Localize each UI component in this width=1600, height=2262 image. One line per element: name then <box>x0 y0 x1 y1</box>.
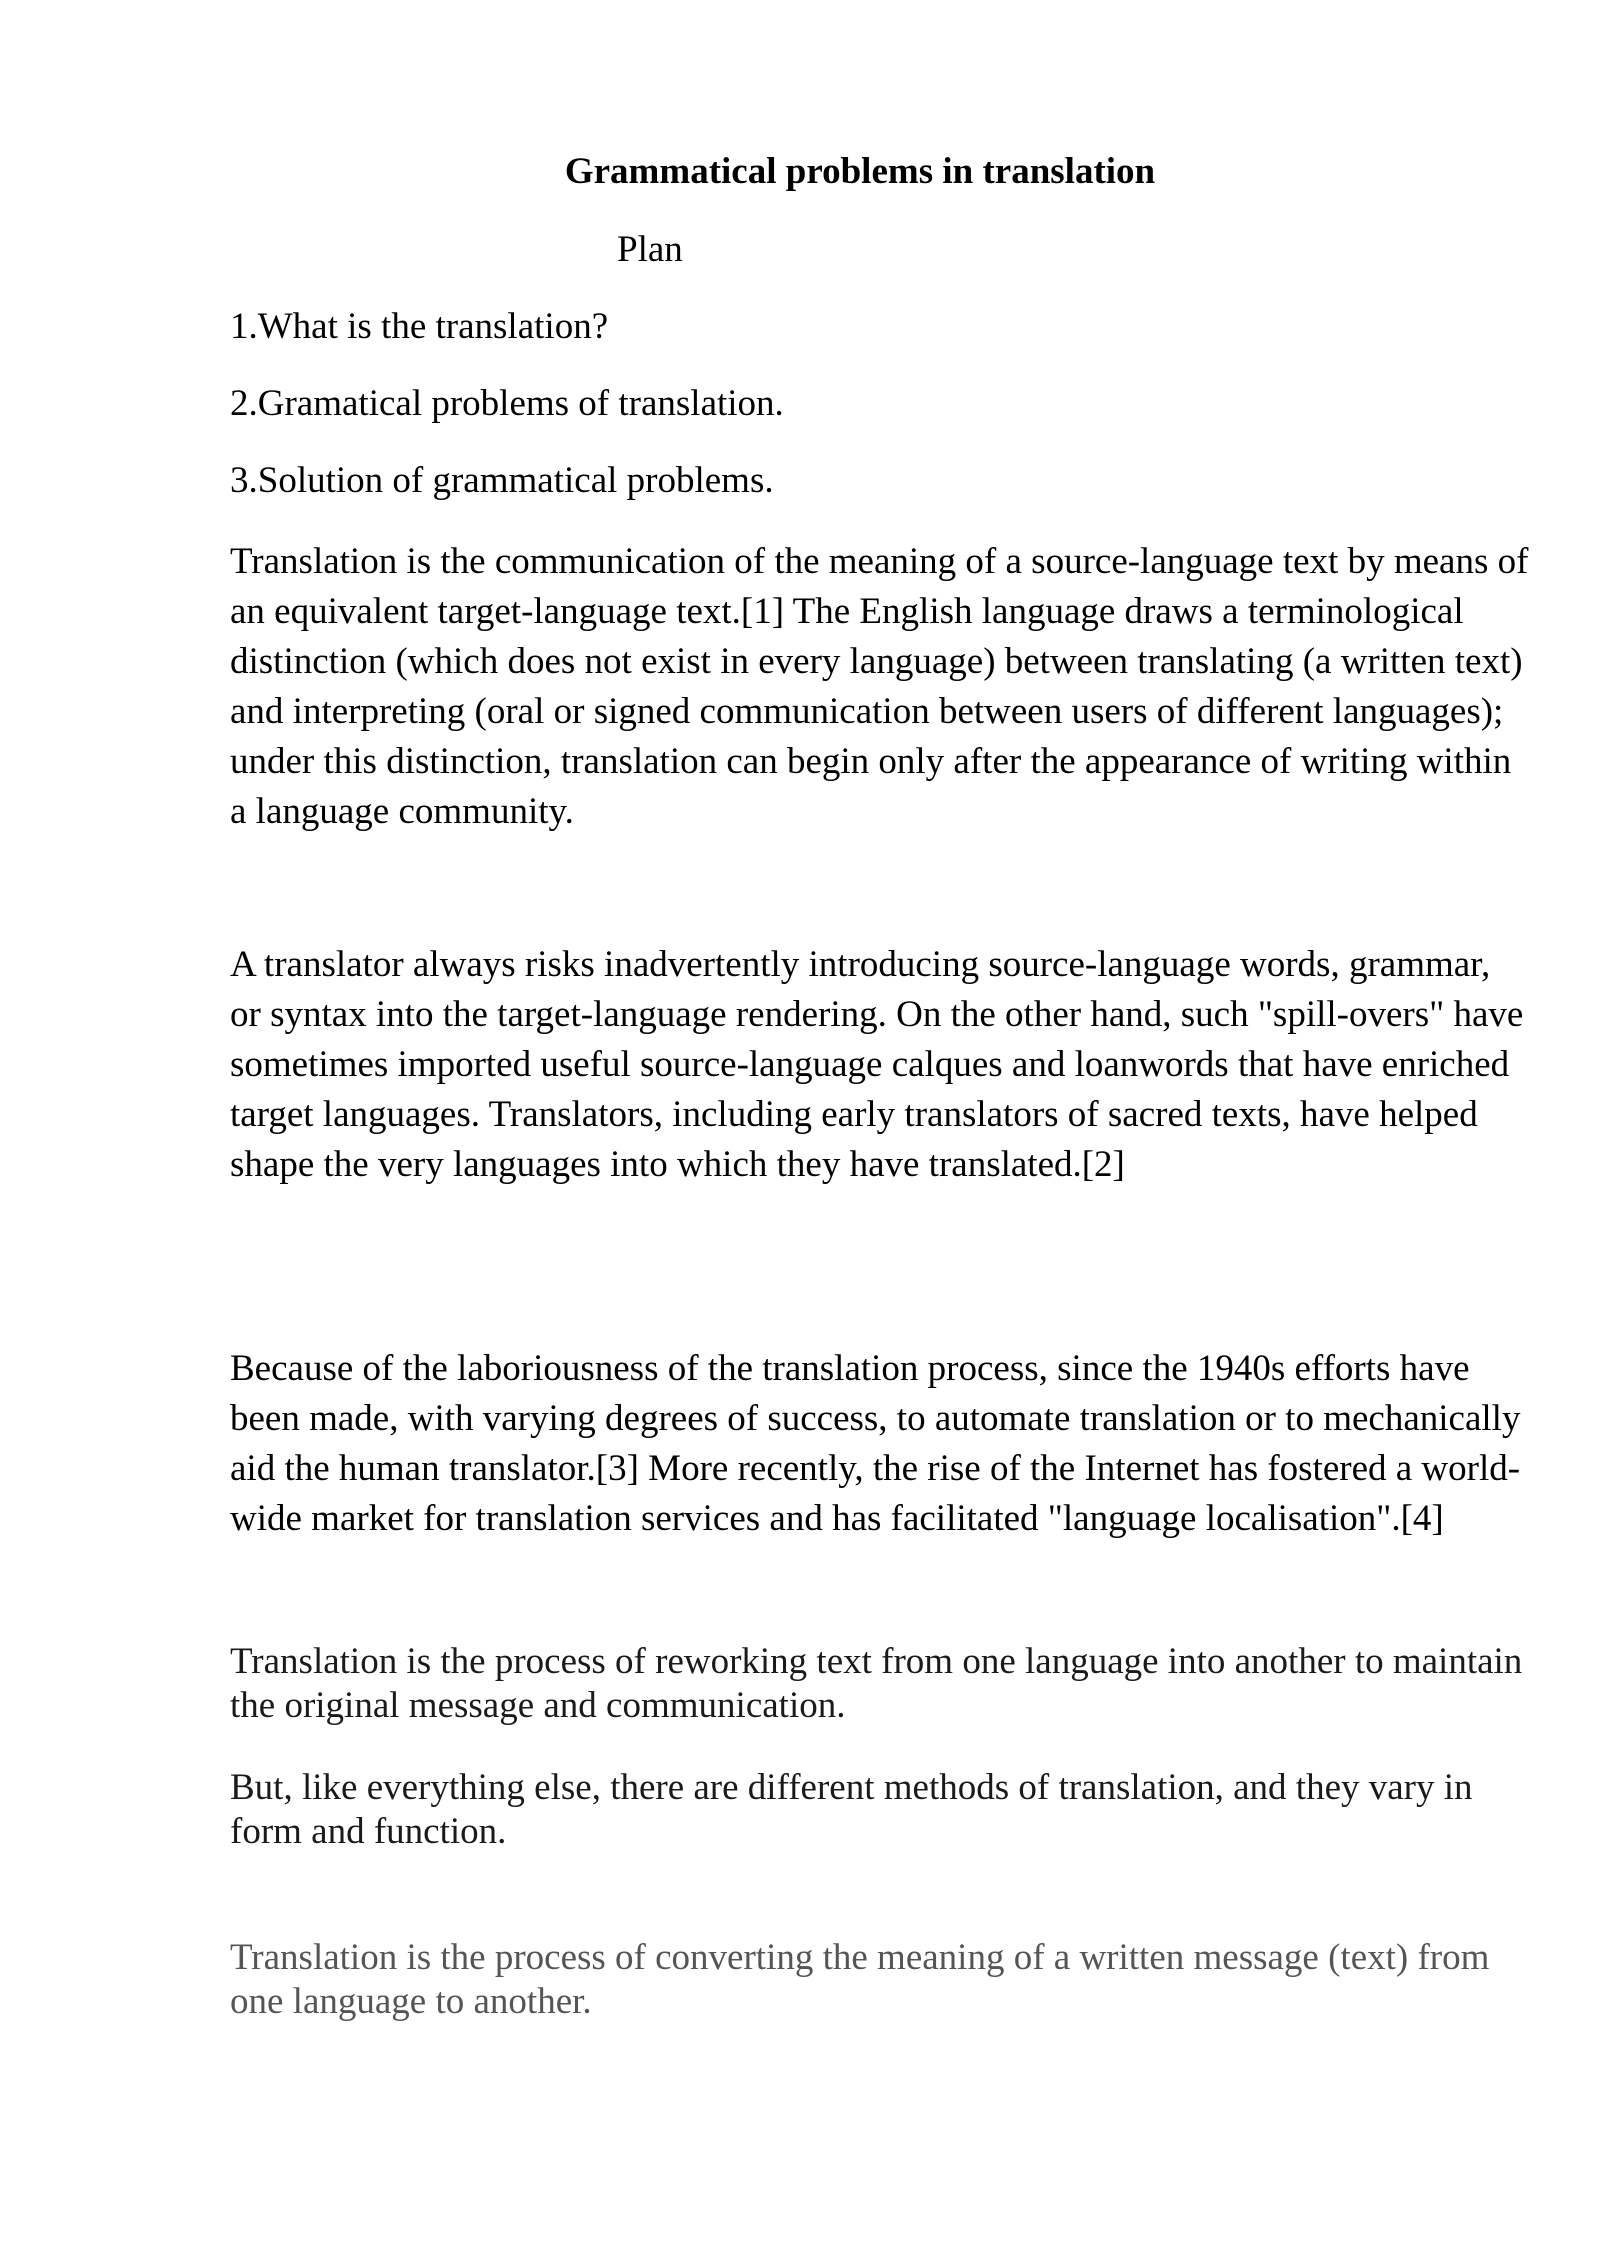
plan-item: 1.What is the translation? <box>230 306 609 347</box>
paragraph-reworking-text: Translation is the process of reworking text from one language into another to maintain the original message and communication. <box>230 1641 1523 1726</box>
document-title: Grammatical problems in translation <box>564 151 1156 192</box>
plan-item: 2.Gramatical problems of translation. <box>230 383 784 424</box>
plan-heading: Plan <box>617 229 683 270</box>
paragraph-translator-risks: A translator always risks inadvertently introducing source-language words, grammar, or syntax into the target-language rendering. On the other hand, such "spill-overs" have sometimes imported useful source-language calques and loanwords that have enriched target languages. Translators, including early translators of sacred texts, have helped shape the very languages into which they have translated.[2] <box>230 944 1524 1185</box>
paragraph-methods: But, like everything else, there are different methods of translation, and they vary in form and function. <box>230 1767 1473 1852</box>
plan-list <box>230 303 784 534</box>
paragraph-converting-meaning: Translation is the process of converting the meaning of a written message (text) from one language to another. <box>230 1937 1490 2022</box>
paragraph-translation-definition: Translation is the communication of the meaning of a source-language text by means of an equivalent target-language text.[1] The English language draws a terminological distinction (which does not exist in every language) between translating (a written text) and interpreting (oral or signed communication between users of different languages); under this distinction, translation can begin only after the appearance of writing within a language community. <box>230 541 1529 832</box>
paragraph-automation: Because of the laboriousness of the translation process, since the 1940s efforts have been made, with varying degrees of success, to automate translation or to mechanically aid the human translator.[3] More recently, the rise of the Internet has fostered a world-wide market for translation services and has facilitated "language localisation".[4] <box>230 1348 1521 1539</box>
plan-item: 3.Solution of grammatical problems. <box>230 460 774 501</box>
